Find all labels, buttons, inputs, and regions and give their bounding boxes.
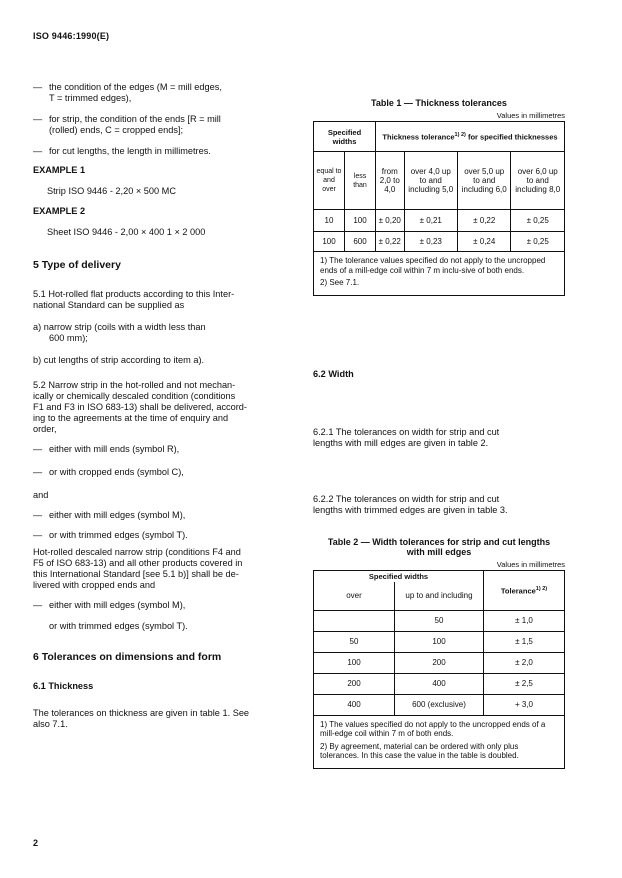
table-1-head-widths: Specified widths bbox=[314, 122, 376, 152]
list-item-cut-lengths: — for cut lengths, the length in millimetres. bbox=[33, 146, 211, 156]
table-2-units: Values in millimetres bbox=[496, 560, 565, 569]
table-1-sub-over: equal to and over bbox=[314, 152, 345, 210]
list-item-ends: — for strip, the condition of the ends [R = mill (rolled) ends, C = cropped ends]; bbox=[33, 114, 221, 135]
page-number: 2 bbox=[33, 838, 39, 848]
option-mill-ends: — either with mill ends (symbol R), bbox=[33, 444, 180, 454]
table-1-col-1: from 2,0 to 4,0 bbox=[376, 152, 405, 210]
table-1-caption: Table 1 — Thickness tolerances bbox=[371, 98, 507, 108]
table-row: 50 100 ± 1,5 bbox=[314, 631, 565, 652]
para-5-2: 5.2 Narrow strip in the hot-rolled and not mechan- ically or chemically descaled condition (conditions F1 and F3 in ISO 683-13) shall be delivered, accord- ing to the agreements at the time of enquiry and order, bbox=[33, 380, 247, 434]
table-2-caption: Table 2 — Width tolerances for strip and cut lengths with mill edges bbox=[327, 537, 551, 557]
table-2-note-1: 1) The values specified do not apply to the uncropped ends of a mill-edge coil within 7 m of both ends. bbox=[320, 719, 546, 738]
table-1-note-1: 1) The tolerance values specified do not apply to the uncropped ends of a mill-edge coil within 7 m inclu-sive of both ends. bbox=[320, 256, 546, 275]
section-6-2-title: 6.2 Width bbox=[313, 369, 354, 379]
table-1-col-2: over 4,0 up to and including 5,0 bbox=[404, 152, 457, 210]
table-1-head-thickness: Thickness tolerance$^{1) 2)}$ for specified thicknesses bbox=[376, 122, 565, 152]
table-2-block bbox=[313, 537, 565, 769]
example-2-text: Sheet ISO 9446 - 2,00 × 400 1 × 2 000 bbox=[47, 227, 206, 237]
table-2-head-over: over bbox=[314, 582, 395, 610]
para-5-1: 5.1 Hot-rolled flat products according to this Inter- national Standard can be supplied as bbox=[33, 289, 235, 310]
table-row: 200 400 ± 2,5 bbox=[314, 673, 565, 694]
section-6-2-block bbox=[313, 369, 565, 380]
list-item-edges: — the condition of the edges (M = mill edges, T = trimmed edges), bbox=[33, 82, 222, 103]
table-row: 100 200 ± 2,0 bbox=[314, 652, 565, 673]
option-cropped-ends: — or with cropped ends (symbol C), bbox=[33, 467, 184, 477]
section-5-title: 5 Type of delivery bbox=[33, 259, 121, 271]
table-1 bbox=[313, 121, 565, 252]
table-2-head-tolerance: Tolerance$^{1) 2)}$ bbox=[484, 571, 565, 611]
option-mill-edges: — either with mill edges (symbol M), bbox=[33, 510, 186, 520]
table-1-col-3: over 5,0 up to and including 6,0 bbox=[458, 152, 511, 210]
para-6-2-2: 6.2.2 The tolerances on width for strip and cut lengths with trimmed edges are given in table 3. bbox=[313, 494, 508, 515]
table-1-notes bbox=[313, 252, 565, 296]
table-2-note-2: 2) By agreement, material can be ordered with only plus tolerances. In this case the value in the table is doubled. bbox=[320, 741, 519, 760]
document-header: ISO 9446:1990(E) bbox=[33, 31, 110, 41]
table-1-sub-less: less than bbox=[345, 152, 376, 210]
table-2-head-specified: Specified widths bbox=[314, 571, 484, 583]
para-6-2-1: 6.2.1 The tolerances on width for strip and cut lengths with mill edges are given in table 2. bbox=[313, 427, 500, 448]
option-trimmed-edges-2: or with trimmed edges (symbol T). bbox=[49, 621, 188, 631]
table-1-col-4: over 6,0 up to and including 8,0 bbox=[511, 152, 565, 210]
para-descaled: Hot-rolled descaled narrow strip (conditions F4 and F5 of ISO 683-13) and all other products covered in this International Standard [see 5.1 b)] shall be de- livered with cropped ends and bbox=[33, 547, 243, 590]
option-mill-edges-2: — either with mill edges (symbol M), bbox=[33, 600, 186, 610]
table-1-block bbox=[313, 98, 565, 296]
example-2-title: EXAMPLE 2 bbox=[33, 206, 86, 216]
left-column bbox=[33, 82, 283, 730]
item-a: a) narrow strip (coils with a width less than 600 mm); bbox=[33, 322, 206, 343]
example-1-text: Strip ISO 9446 - 2,20 × 500 MC bbox=[47, 186, 176, 196]
and-text: and bbox=[33, 490, 49, 500]
table-2-notes bbox=[313, 716, 565, 769]
table-2 bbox=[313, 570, 565, 716]
table-row: 100 600 ± 0,22 ± 0,23 ± 0,24 ± 0,25 bbox=[314, 232, 565, 252]
item-b: b) cut lengths of strip according to item a). bbox=[33, 355, 205, 365]
table-1-units: Values in millimetres bbox=[496, 111, 565, 120]
table-row: 10 100 ± 0,20 ± 0,21 ± 0,22 ± 0,25 bbox=[314, 210, 565, 232]
table-row: 50 ± 1,0 bbox=[314, 610, 565, 631]
para-6-1: The tolerances on thickness are given in table 1. See also 7.1. bbox=[33, 708, 250, 729]
section-6-1-title: 6.1 Thickness bbox=[33, 681, 94, 691]
table-row: 400 600 (exclusive) + 3,0 bbox=[314, 694, 565, 715]
section-6-title: 6 Tolerances on dimensions and form bbox=[33, 651, 222, 663]
table-1-note-2: 2) See 7.1. bbox=[320, 278, 360, 287]
example-1-title: EXAMPLE 1 bbox=[33, 165, 86, 175]
table-2-head-upto: up to and including bbox=[395, 582, 484, 610]
option-trimmed-edges: — or with trimmed edges (symbol T). bbox=[33, 530, 188, 540]
